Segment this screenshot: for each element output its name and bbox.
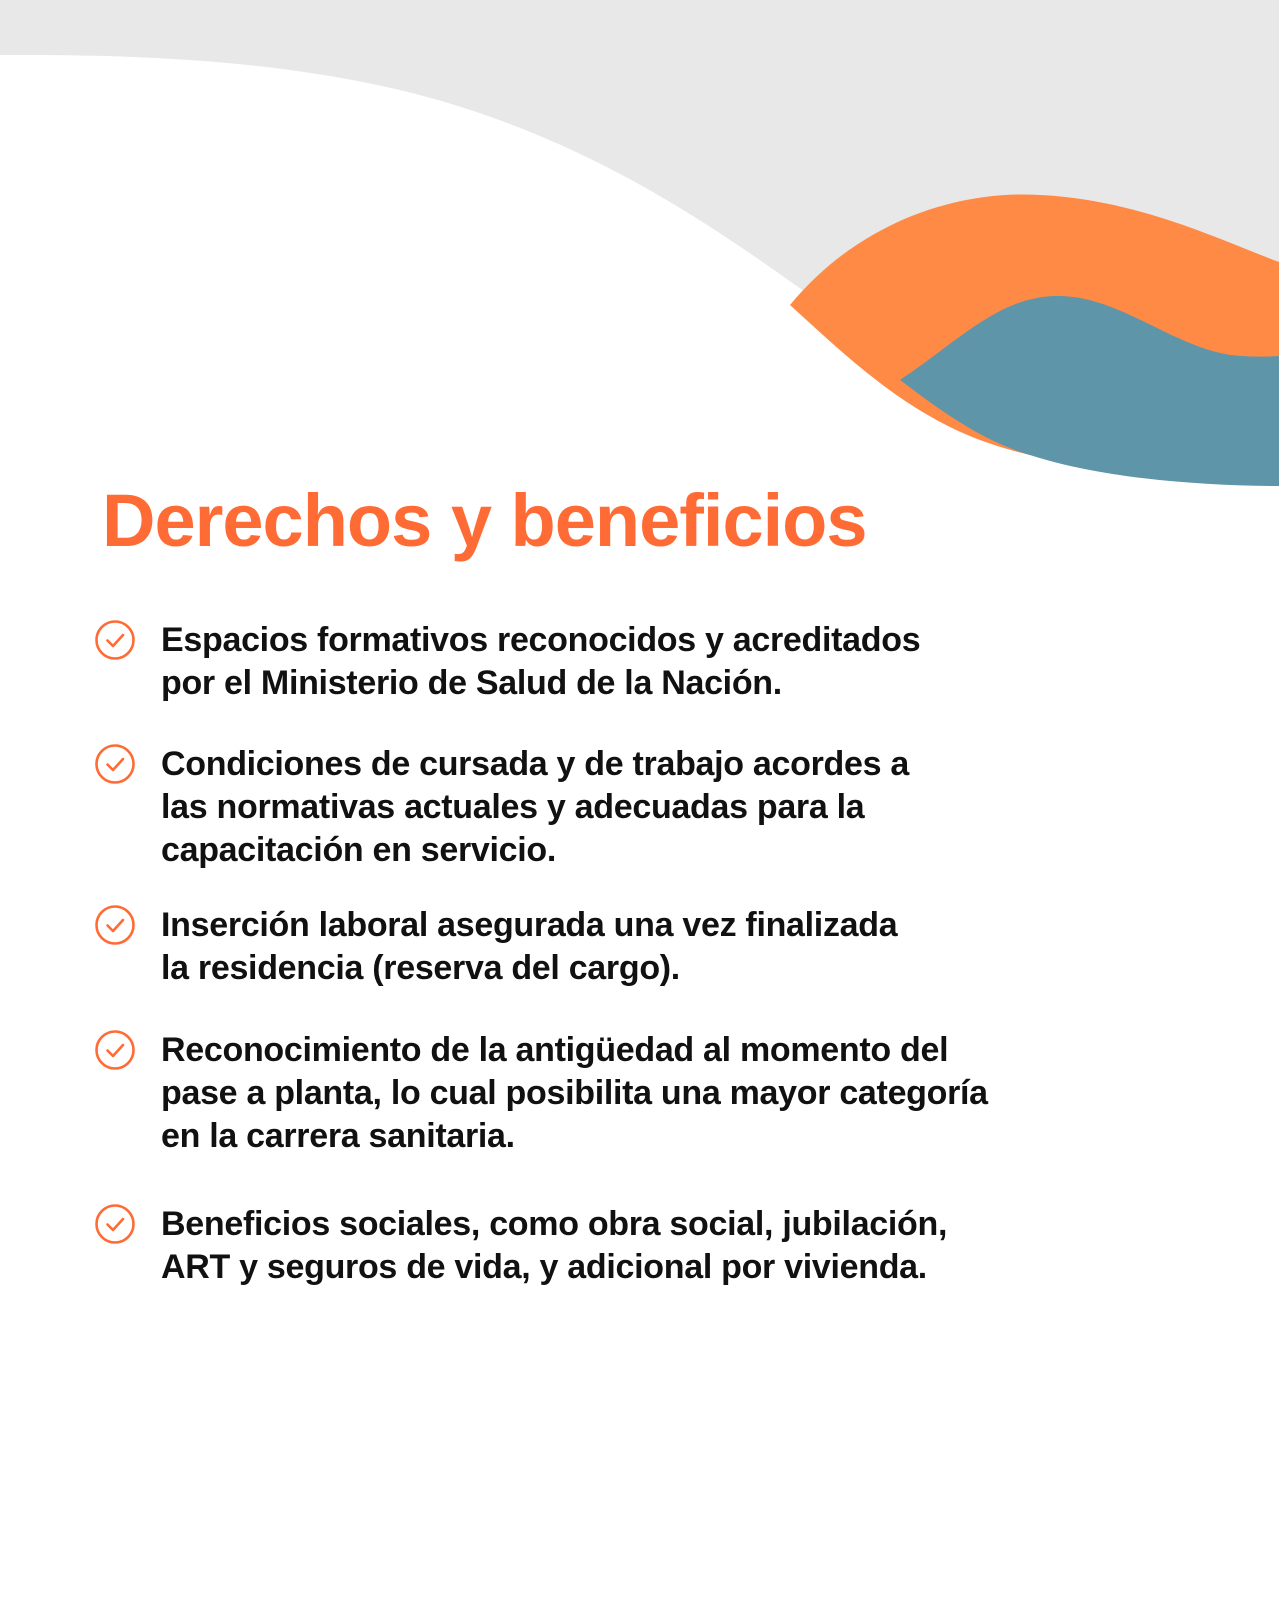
benefit-item — [94, 743, 1174, 872]
benefit-text: Inserción laboral asegurada una vez finalizada la residencia (reserva del cargo). — [161, 906, 898, 987]
benefit-text: Condiciones de cursada y de trabajo acordes a las normativas actuales y adecuadas para la capacitación en servicio. — [161, 745, 909, 869]
check-circle-icon — [94, 904, 136, 946]
benefit-text: Reconocimiento de la antigüedad al momento del pase a planta, lo cual posibilita una mayor categoría en la carrera sanitaria. — [161, 1031, 988, 1155]
benefit-item — [94, 1203, 1174, 1289]
benefit-item — [94, 1029, 1174, 1158]
benefit-item — [94, 904, 1174, 990]
check-circle-icon — [94, 1203, 136, 1245]
decorative-waves — [0, 0, 1279, 520]
page-title: Derechos y beneficios — [102, 479, 867, 562]
check-circle-icon — [94, 743, 136, 785]
check-circle-icon — [94, 1029, 136, 1071]
benefit-item — [94, 619, 1174, 705]
check-circle-icon — [94, 619, 136, 661]
benefit-text: Beneficios sociales, como obra social, jubilación, ART y seguros de vida, y adicional por vivienda. — [161, 1205, 948, 1286]
benefit-text: Espacios formativos reconocidos y acreditados por el Ministerio de Salud de la Nación. — [161, 621, 921, 702]
